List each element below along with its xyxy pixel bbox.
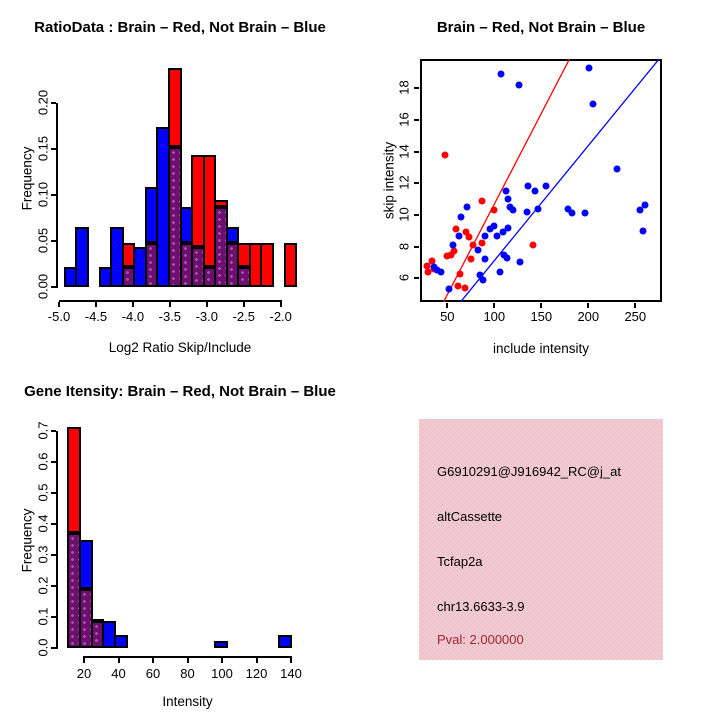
y-axis-tick-label: 14 xyxy=(396,143,412,159)
scatter-point-red xyxy=(529,242,536,249)
y-axis-tick-label: 0.5 xyxy=(35,483,51,502)
fit-lines xyxy=(420,59,662,302)
scatter-point-blue xyxy=(437,268,444,275)
histogram-bar-blue xyxy=(278,635,292,648)
y-axis-tick xyxy=(51,554,56,556)
histogram-bar-red xyxy=(67,427,81,534)
scatter-point-red xyxy=(442,151,449,158)
x-axis-tick xyxy=(58,302,60,307)
x-axis-tick xyxy=(83,658,85,663)
x-axis-tick-label: -2.0 xyxy=(269,309,292,324)
y-axis-tick xyxy=(51,148,56,150)
x-axis-tick-label: 100 xyxy=(211,666,233,681)
y-axis-tick-label: 0.1 xyxy=(35,607,51,626)
y-axis-tick-label: 0.10 xyxy=(35,181,51,208)
scatter-point-red xyxy=(454,283,461,290)
y-axis-line xyxy=(56,103,58,288)
x-axis-tick xyxy=(634,303,636,308)
x-axis-tick xyxy=(587,303,589,308)
y-axis-tick xyxy=(51,647,56,649)
y-axis-line xyxy=(56,431,58,649)
ratio-hist-xlabel: Log2 Ratio Skip/Include xyxy=(108,340,252,355)
scatter-point-blue xyxy=(491,223,498,230)
x-axis-tick-label: -5.0 xyxy=(47,309,71,324)
y-axis-tick-label: 18 xyxy=(396,80,412,96)
y-axis-tick xyxy=(51,286,56,288)
gene-hist-ylabel: Frequency xyxy=(19,508,35,573)
y-axis-tick xyxy=(51,102,56,104)
x-axis-tick-label: -3.0 xyxy=(195,309,218,324)
y-axis-tick xyxy=(51,430,56,432)
not-brain-fit-line xyxy=(460,59,659,302)
histogram-bar-blue xyxy=(226,227,240,243)
scatter-xlabel: include intensity xyxy=(492,341,590,356)
x-axis-tick-label: 40 xyxy=(111,666,126,681)
scatter-point-blue xyxy=(590,101,597,108)
y-axis-tick-label: 0.0 xyxy=(35,638,51,657)
scatter-point-red xyxy=(462,284,469,291)
histogram-bar-red xyxy=(214,200,228,207)
info-box xyxy=(419,419,663,660)
y-axis-tick-label: 8 xyxy=(396,242,412,250)
y-axis-tick xyxy=(414,182,419,184)
y-axis-tick xyxy=(414,277,419,279)
y-axis-tick xyxy=(51,461,56,463)
y-axis-tick-label: 0.00 xyxy=(35,273,51,300)
scatter-point-blue xyxy=(449,242,456,249)
x-axis-tick xyxy=(493,303,495,308)
x-axis-tick-label: 120 xyxy=(245,666,268,681)
y-axis-tick-label: 0.05 xyxy=(35,227,51,254)
scatter-ylabel: skip intensity xyxy=(381,141,397,220)
gene-hist-xlabel: Intensity xyxy=(162,694,213,709)
y-axis-tick-label: 6 xyxy=(396,274,412,282)
scatter-point-blue xyxy=(515,82,522,89)
y-axis-tick xyxy=(51,616,56,618)
y-axis-tick-label: 0.15 xyxy=(35,135,51,162)
scatter-point-blue xyxy=(496,268,503,275)
scatter-point-blue xyxy=(481,232,488,239)
scatter-point-blue xyxy=(475,246,482,253)
scatter-point-blue xyxy=(524,208,531,215)
pval-text: Pval: 2.000000 xyxy=(437,632,524,647)
y-axis-tick xyxy=(414,87,419,89)
x-axis-tick-label: 150 xyxy=(530,309,553,324)
x-axis-tick-label: 250 xyxy=(624,309,647,324)
y-axis-tick xyxy=(414,214,419,216)
y-axis-tick xyxy=(414,119,419,121)
scatter-point-blue xyxy=(586,64,593,71)
histogram-bar-red xyxy=(284,243,298,287)
x-axis-tick xyxy=(152,658,154,663)
scatter-point-blue xyxy=(458,213,465,220)
scatter-point-blue xyxy=(531,188,538,195)
x-axis-tick xyxy=(256,658,258,663)
y-axis-tick xyxy=(51,240,56,242)
y-axis-tick-label: 0.3 xyxy=(35,545,51,564)
scatter-point-blue xyxy=(504,254,511,261)
brain-fit-line xyxy=(444,59,570,302)
y-axis-tick-label: 0.6 xyxy=(35,452,51,471)
x-axis-tick xyxy=(118,658,120,663)
y-axis-tick xyxy=(51,492,56,494)
location-text: chr13.6633-3.9 xyxy=(437,599,525,614)
scatter-point-blue xyxy=(569,210,576,217)
x-axis-tick xyxy=(132,302,134,307)
x-axis-tick-label: -4.0 xyxy=(121,309,145,324)
x-axis-tick xyxy=(290,658,292,663)
y-axis-tick-label: 0.4 xyxy=(35,514,51,533)
x-axis-tick-label: -4.5 xyxy=(84,309,108,324)
scatter-point-blue xyxy=(481,256,488,263)
y-axis-tick-label: 12 xyxy=(396,175,412,191)
histogram-bar-blue xyxy=(114,635,128,648)
scatter-point-red xyxy=(479,197,486,204)
x-axis-tick-label: 100 xyxy=(483,309,506,324)
x-axis-tick-label: -3.5 xyxy=(158,309,182,324)
scatter-title: Brain – Red, Not Brain – Blue xyxy=(436,19,646,36)
y-axis-tick-label: 0.2 xyxy=(35,576,51,595)
scatter-point-blue xyxy=(581,210,588,217)
scatter-point-blue xyxy=(455,232,462,239)
x-axis-tick xyxy=(243,302,245,307)
scatter-point-blue xyxy=(510,207,517,214)
gene-hist-title: Gene Itensity: Brain – Red, Not Brain – Blue xyxy=(24,383,336,400)
y-axis-tick-label: 0.7 xyxy=(35,421,51,440)
ratio-hist-ylabel: Frequency xyxy=(19,146,35,211)
x-axis-tick-label: 60 xyxy=(145,666,161,681)
x-axis-tick-label: 140 xyxy=(280,666,302,681)
scatter-point-blue xyxy=(543,183,550,190)
scatter-point-red xyxy=(491,207,498,214)
scatter-point-blue xyxy=(464,204,471,211)
y-axis-tick xyxy=(51,523,56,525)
histogram-bar-blue xyxy=(79,540,93,589)
scatter-point-red xyxy=(456,270,463,277)
histogram-bar-blue xyxy=(214,641,228,648)
gene-name-text: Tcfap2a xyxy=(437,554,483,569)
x-axis-tick-label: 80 xyxy=(180,666,195,681)
ratio-hist-title: RatioData : Brain – Red, Not Brain – Blue xyxy=(34,19,326,36)
histogram-bar-red xyxy=(260,243,274,287)
scatter-point-blue xyxy=(502,188,509,195)
scatter-point-blue xyxy=(497,71,504,78)
y-axis-tick xyxy=(414,246,419,248)
x-axis-tick-label: 20 xyxy=(76,666,92,681)
scatter-point-blue xyxy=(535,205,542,212)
y-axis-tick xyxy=(51,194,56,196)
x-axis-tick xyxy=(280,302,282,307)
scatter-point-red xyxy=(467,256,474,263)
y-axis-tick xyxy=(414,151,419,153)
scatter-point-blue xyxy=(505,196,512,203)
histogram-bar-blue xyxy=(75,227,89,287)
x-axis-tick xyxy=(95,302,97,307)
scatter-point-blue xyxy=(516,259,523,266)
scatter-point-blue xyxy=(505,224,512,231)
event-type-text: altCassette xyxy=(437,509,503,524)
x-axis-tick xyxy=(187,658,189,663)
scatter-point-red xyxy=(450,248,457,255)
x-axis-tick-label: 200 xyxy=(577,309,600,324)
y-axis-tick-label: 0.20 xyxy=(35,89,51,116)
scatter-point-blue xyxy=(639,227,646,234)
scatter-point-blue xyxy=(446,286,453,293)
x-axis-tick xyxy=(446,303,448,308)
y-axis-tick-label: 10 xyxy=(396,207,412,222)
histogram-bar-red xyxy=(168,68,182,147)
scatter-point-red xyxy=(465,234,472,241)
probe-id-text: G6910291@J916942_RC@j_at xyxy=(437,464,621,479)
scatter-point-blue xyxy=(480,276,487,283)
x-axis-tick xyxy=(540,303,542,308)
x-axis-tick xyxy=(169,302,171,307)
x-axis-tick xyxy=(221,658,223,663)
scatter-point-blue xyxy=(613,166,620,173)
x-axis-tick-label: -2.5 xyxy=(232,309,255,324)
scatter-point-blue xyxy=(641,202,648,209)
x-axis-tick-label: 50 xyxy=(440,309,455,324)
y-axis-tick-label: 16 xyxy=(396,112,412,127)
y-axis-tick xyxy=(51,585,56,587)
x-axis-tick xyxy=(206,302,208,307)
